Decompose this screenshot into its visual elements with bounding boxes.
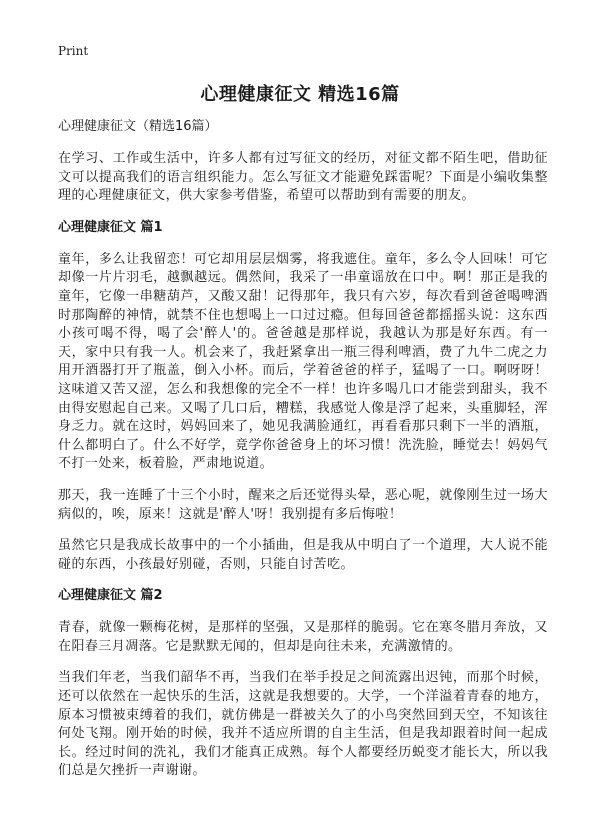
article-subtitle: 心理健康征文（精选16篇） [58, 119, 218, 134]
article-body [58, 118, 548, 794]
intro-paragraph: 在学习、工作或生活中，许多人都有过写征文的经历，对征文都不陌生吧，借助征文可以提高我们的语言组织能力。怎么写征文才能避免踩雷呢？下面是小编收集整理的心理健康征文，供大家参考借鉴，希望可以帮助到有需要的朋友。 [58, 151, 548, 204]
section-1-paragraph-1: 童年，多么让我留恋！可它却用层层烟雾，将我遮住。童年，多么令人回味！可它却像一片片羽毛，越飘越远。偶然间，我采了一串童谣放在口中。啊！那正是我的童年，它像一串糖葫芦，又酸又甜！记得那年，我只有六岁，每次看到爸爸喝啤酒时那陶醉的神情，就禁不住也想喝上一口过过瘾。但每回爸爸都摇摇头说：这东西小孩可喝不得，喝了会'醉人'的。爸爸越是那样说，我越认为那是好东西。有一天，家中只有我一人。机会来了，我赶紧拿出一瓶三得利啤酒，费了九牛二虎之力用开酒器打开了瓶盖，倒入小杯。而后，学着爸爸的样子，猛喝了一口。啊呀呀！这味道又苦又涩，怎么和我想像的完全不一样！也许多喝几口才能尝到甜头，我不由得安慰起自己来。又喝了几口后，糟糕，我感觉人像是浮了起来，头重脚轻，浑身乏力。就在这时，妈妈回来了，她见我满脸通红，再看看那只剩下一半的酒瓶，什么都明白了。什么不好学，竟学你爸爸身上的坏习惯！洗洗脸，睡觉去！妈妈气不打一处来，板着脸，严肃地说道。 [58, 251, 548, 472]
print-link[interactable]: Print [58, 44, 89, 58]
section-heading-1: 心理健康征文 篇1 [58, 219, 163, 235]
section-2-paragraph-2: 当我们年老，当我们韶华不再，当我们在举手投足之间流露出迟钝，而那个时候，还可以依然在一起快乐的生活，这就是我想要的。大学，一个洋溢着青春的地方，原本习惯被束缚着的我们，就仿佛是一群被关久了的小鸟突然回到天空，不知该往何处飞翔。刚开始的时候，我并不适应所谓的自主生活，但是我却跟着时间一起成长。经过时间的洗礼，我们才能真正成熟。每个人都要经历蜕变才能长大，所以我们总是欠挫折一声谢谢。 [58, 670, 548, 779]
page-title: 心理健康征文 精选16篇 [200, 84, 400, 105]
section-2-paragraph-1: 青春，就像一颗梅花树，是那样的坚强，又是那样的脆弱。它在寒冬腊月奔放，又在阳春三月凋落。它是默默无闻的，但却是向往未来，充满激情的。 [58, 620, 548, 654]
section-heading-2: 心理健康征文 篇2 [58, 588, 163, 604]
section-1-paragraph-2: 那天，我一连睡了十三个小时，醒来之后还觉得头晕，恶心呢，就像刚生过一场大病似的，唉，原来！这就是'醉人'呀！我别提有多后悔啦！ [58, 487, 548, 522]
section-1-paragraph-3: 虽然它只是我成长故事中的一个小插曲，但是我从中明白了一个道理，大人说不能碰的东西，小孩最好别碰，否则，只能自讨苦吃。 [58, 538, 548, 572]
